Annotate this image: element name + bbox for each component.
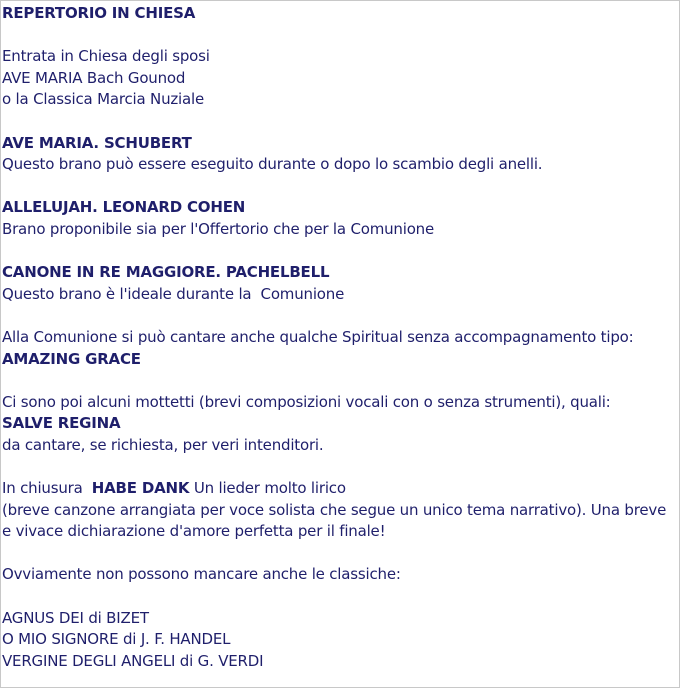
spacer <box>2 25 676 47</box>
canone-text: Questo brano è l'ideale durante la Comunione <box>2 284 345 303</box>
spacer <box>2 241 676 263</box>
entrata-line-1: Entrata in Chiesa degli sposi <box>2 47 210 66</box>
ave-maria-schubert-text: Questo brano può essere eseguito durante o dopo lo scambio degli anelli. <box>2 155 543 174</box>
salve-regina-heading: SALVE REGINA <box>2 414 121 433</box>
spacer <box>2 176 676 198</box>
spacer <box>2 456 676 478</box>
entrata-line-3: o la Classica Marcia Nuziale <box>2 90 205 109</box>
entrata-line-2: AVE MARIA Bach Gounod <box>2 68 186 87</box>
classiche-item-agnus-dei: AGNUS DEI di BIZET <box>2 608 149 627</box>
classiche-item-o-mio-signore: O MIO SIGNORE di J. F. HANDEL <box>2 630 231 649</box>
ave-maria-schubert-heading: AVE MARIA. SCHUBERT <box>2 133 192 152</box>
mottetti-text: Ci sono poi alcuni mottetti (brevi composizioni vocali con o senza strumenti), quali: <box>2 392 611 411</box>
spacer <box>2 305 676 327</box>
spacer <box>2 370 676 392</box>
salve-regina-note: da cantare, se richiesta, per veri intenditori. <box>2 435 324 454</box>
allelujah-text: Brano proponibile sia per l'Offertorio che per la Comunione <box>2 219 435 238</box>
spacer <box>2 543 676 565</box>
page-title: REPERTORIO IN CHIESA <box>2 4 196 22</box>
comunione-text: Alla Comunione si può cantare anche qualche Spiritual senza accompagnamento tipo: <box>2 327 634 346</box>
habe-dank-heading: HABE DANK <box>91 479 190 498</box>
spacer <box>2 586 676 608</box>
chiusura-suffix: Un lieder molto lirico <box>189 479 346 498</box>
allelujah-heading: ALLELUJAH. LEONARD COHEN <box>2 198 246 217</box>
chiusura-line <box>2 478 676 500</box>
spacer <box>2 111 676 133</box>
classiche-item-vergine-degli-angeli: VERGINE DEGLI ANGELI di G. VERDI <box>2 651 264 670</box>
chiusura-description: (breve canzone arrangiata per voce solista che segue un unico tema narrativo). Una breve e vivace dichiarazione d'amore perfetta per il finale! <box>2 500 667 541</box>
document-content <box>2 3 676 672</box>
canone-heading: CANONE IN RE MAGGIORE. PACHELBELL <box>2 263 330 282</box>
amazing-grace-heading: AMAZING GRACE <box>2 349 141 368</box>
chiusura-prefix: In chiusura <box>2 479 92 498</box>
classiche-intro: Ovviamente non possono mancare anche le classiche: <box>2 565 401 584</box>
